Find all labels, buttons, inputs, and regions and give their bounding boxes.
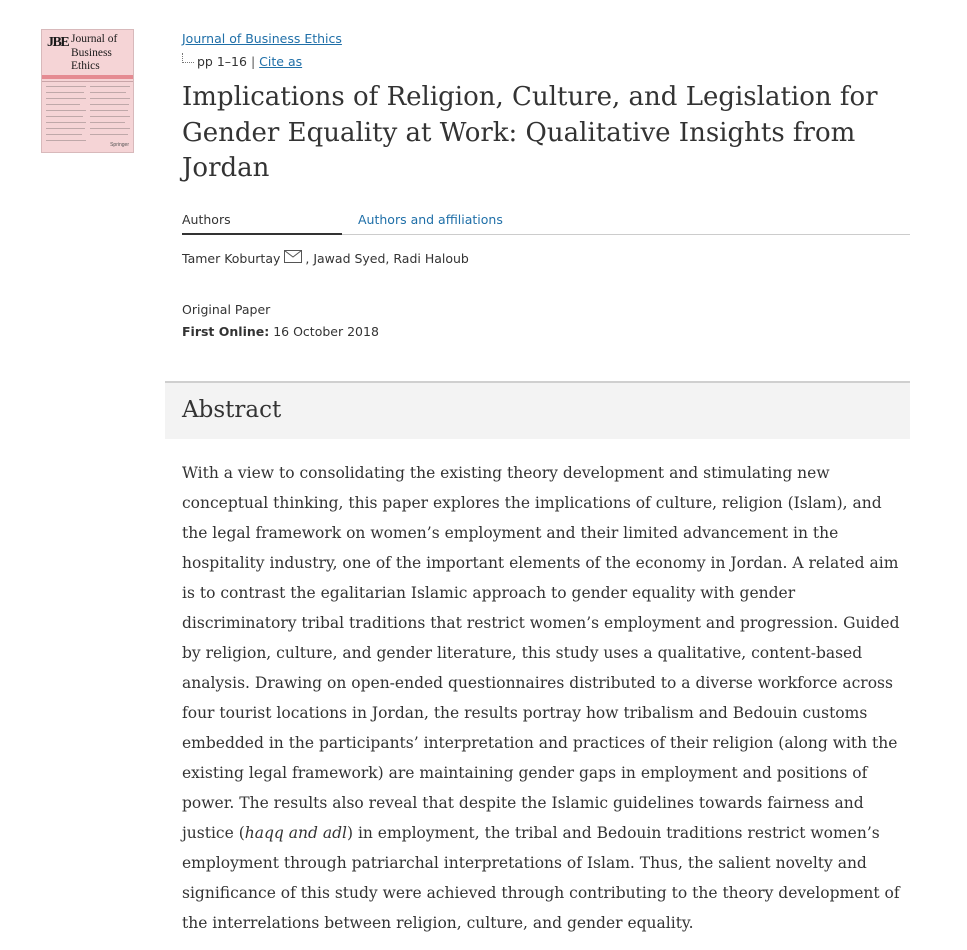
abstract-italic-term: haqq and adl [244, 824, 347, 842]
cover-divider [42, 81, 133, 82]
cover-text-line [90, 128, 130, 129]
tab-authors-and-affiliations[interactable]: Authors and affiliations [358, 212, 503, 227]
first-online [182, 324, 379, 339]
publisher-logo: Springer [110, 142, 129, 148]
cover-text-line [90, 86, 130, 87]
cover-text-line [46, 98, 86, 99]
cite-as-link[interactable]: Cite as [259, 53, 303, 69]
first-online-date: 16 October 2018 [273, 324, 379, 339]
abstract-text [182, 458, 910, 938]
tree-connector-icon [182, 53, 194, 63]
cover-text-line [46, 128, 85, 129]
cover-text-line [46, 134, 82, 135]
abstract-text-part: With a view to consolidating the existing theory development and stimulating new conceptual thinking, this paper explores the implications of culture, religion (Islam), and the legal framework on women’s employment and their limited advancement in the hospitality industry, one of the important elements of the economy in Jordan. A related aim is to contrast the egalitarian Islamic approach to gender equality with gender discriminatory tribal traditions that restrict women’s employment and progression. Guided by religion, culture, and gender literature, this study uses a qualitative, content-based analysis. Drawing on open-ended questionnaires distributed to a diverse workforce across four tourist locations in Jordan, the results portray how tribalism and Bedouin customs embedded in the participants’ interpretation and practices of their religion (along with the existing legal framework) are maintaining gender gaps in employment and positions of power. The results also reveal that despite the Islamic guidelines towards fairness and justice ( [182, 464, 900, 842]
cover-text-line [90, 116, 130, 117]
abstract-heading: Abstract [182, 397, 282, 423]
active-tab-indicator [182, 233, 342, 235]
tab-authors[interactable]: Authors [182, 212, 231, 227]
cover-text-line [90, 110, 128, 111]
email-icon[interactable] [284, 250, 302, 266]
cover-text-line [46, 140, 86, 141]
first-online-label: First Online: [182, 324, 270, 339]
abstract-text-part: ) in employment, the tribal and Bedouin traditions restrict women’s employment through patriarchal interpretations of Islam. Thus, the salient novelty and significance of this study were achieved through contributing to the theory development of the interrelations between religion, culture, and gender equality. [182, 824, 900, 932]
separator: | [250, 53, 256, 69]
cover-text-line [90, 104, 129, 105]
authors-list [182, 250, 469, 266]
cover-text-line [90, 122, 125, 123]
pages-row [182, 52, 302, 70]
cover-journal-title: Journal of Business Ethics [71, 33, 118, 72]
author-tabs [182, 210, 910, 235]
page-range: pp 1–16 [197, 53, 247, 69]
cover-text-line [46, 104, 80, 105]
cover-text-line [46, 86, 86, 87]
abstract-header [165, 381, 910, 439]
cover-text-line [46, 122, 86, 123]
cover-text-line [90, 92, 126, 93]
cover-text-line [90, 98, 130, 99]
article-title: Implications of Religion, Culture, and Legislation for Gender Equality at Work: Qualitative Insights from Jordan [182, 82, 878, 183]
author-name[interactable]: Tamer Koburtay [182, 250, 281, 266]
cover-text-line [46, 116, 83, 117]
article-type: Original Paper [182, 302, 271, 317]
journal-link[interactable]: Journal of Business Ethics [182, 31, 342, 46]
cover-text-line [46, 110, 86, 111]
co-author-names[interactable]: , Jawad Syed, Radi Haloub [305, 250, 469, 266]
cover-band [42, 75, 133, 79]
journal-cover-image[interactable] [41, 29, 134, 153]
cover-text-line [46, 92, 84, 93]
journal-logo: JBE [47, 35, 69, 50]
cover-text-line [90, 134, 128, 135]
